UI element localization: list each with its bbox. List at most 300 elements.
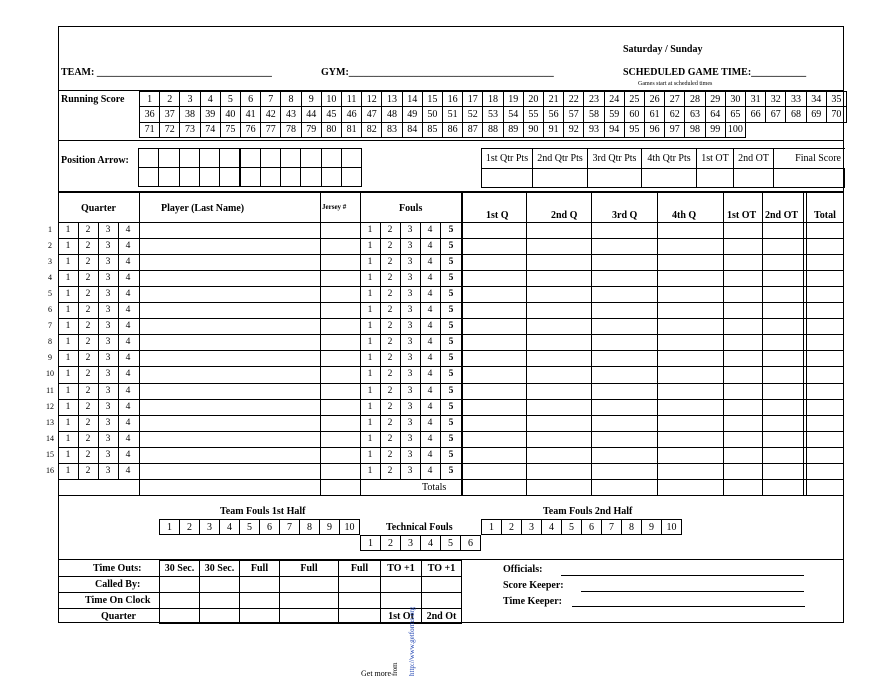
- foul-checkbox[interactable]: 1: [367, 433, 373, 444]
- foul-checkbox[interactable]: 3: [407, 401, 413, 412]
- timeout-cell[interactable]: [199, 592, 240, 609]
- running-score-cell[interactable]: 55: [523, 106, 544, 122]
- quarter-checkbox[interactable]: 4: [125, 225, 131, 235]
- running-score-cell[interactable]: 47: [361, 106, 382, 122]
- position-arrow-cell[interactable]: [300, 167, 321, 187]
- foul-checkbox[interactable]: 3: [407, 337, 413, 348]
- running-score-cell[interactable]: 96: [644, 122, 665, 138]
- overtime-label[interactable]: 1st Ot: [380, 608, 422, 624]
- position-arrow-cell[interactable]: [280, 148, 301, 168]
- technical-foul-box[interactable]: 5: [440, 535, 461, 551]
- timeout-cell[interactable]: [380, 576, 422, 593]
- position-arrow-cell[interactable]: [219, 167, 240, 187]
- running-score-cell[interactable]: 73: [179, 122, 200, 138]
- running-score-cell[interactable]: 100: [725, 122, 746, 138]
- foul-checkbox[interactable]: 4: [427, 385, 433, 396]
- technical-foul-box[interactable]: 2: [380, 535, 401, 551]
- timeout-cell[interactable]: [159, 592, 200, 609]
- foul-checkbox[interactable]: 4: [427, 337, 433, 348]
- running-score-cell[interactable]: 37: [159, 106, 180, 122]
- quarter-checkbox[interactable]: 4: [125, 289, 131, 300]
- quarter-checkbox[interactable]: 2: [85, 289, 91, 300]
- running-score-cell[interactable]: 83: [381, 122, 402, 138]
- running-score-cell[interactable]: 69: [806, 106, 827, 122]
- foul-checkbox[interactable]: 2: [387, 225, 393, 235]
- quarter-checkbox[interactable]: 1: [65, 369, 71, 380]
- foul-checkbox[interactable]: 3: [407, 225, 413, 235]
- foul-checkbox[interactable]: 4: [427, 433, 433, 444]
- foul-checkbox[interactable]: 2: [387, 433, 393, 444]
- timeout-cell[interactable]: [279, 608, 339, 624]
- foul-checkbox[interactable]: 5: [448, 465, 454, 476]
- quarter-checkbox[interactable]: 3: [105, 257, 111, 268]
- position-arrow-cell[interactable]: [158, 148, 179, 168]
- running-score-cell[interactable]: 54: [503, 106, 524, 122]
- quarter-checkbox[interactable]: 4: [125, 417, 131, 428]
- foul-checkbox[interactable]: 3: [407, 273, 413, 284]
- running-score-cell[interactable]: 30: [725, 91, 746, 107]
- quarter-checkbox[interactable]: 2: [85, 225, 91, 235]
- running-score-cell[interactable]: 32: [765, 91, 786, 107]
- timeout-cell[interactable]: [279, 592, 339, 609]
- timeout-cell[interactable]: [421, 592, 462, 609]
- running-score-cell[interactable]: 1: [139, 91, 160, 107]
- quarter-checkbox[interactable]: 1: [65, 305, 71, 316]
- quarter-checkbox[interactable]: 1: [65, 337, 71, 348]
- running-score-cell[interactable]: 78: [280, 122, 301, 138]
- team-foul-first-half-box[interactable]: 4: [219, 519, 240, 535]
- foul-checkbox[interactable]: 4: [427, 305, 433, 316]
- quarter-checkbox[interactable]: 4: [125, 465, 131, 476]
- quarter-checkbox[interactable]: 4: [125, 401, 131, 412]
- team-foul-second-half-box[interactable]: 6: [581, 519, 602, 535]
- team-foul-first-half-box[interactable]: 7: [279, 519, 300, 535]
- foul-checkbox[interactable]: 2: [387, 385, 393, 396]
- running-score-cell[interactable]: 17: [462, 91, 483, 107]
- foul-checkbox[interactable]: 4: [427, 225, 433, 235]
- quarter-checkbox[interactable]: 3: [105, 449, 111, 460]
- foul-checkbox[interactable]: 5: [448, 449, 454, 460]
- quarter-checkbox[interactable]: 3: [105, 385, 111, 396]
- foul-checkbox[interactable]: 1: [367, 337, 373, 348]
- quarter-checkbox[interactable]: 2: [85, 241, 91, 252]
- team-foul-first-half-box[interactable]: 3: [199, 519, 220, 535]
- foul-checkbox[interactable]: 1: [367, 273, 373, 284]
- foul-checkbox[interactable]: 5: [448, 289, 454, 300]
- running-score-cell[interactable]: 6: [240, 91, 261, 107]
- foul-checkbox[interactable]: 5: [448, 225, 454, 235]
- foul-checkbox[interactable]: 2: [387, 465, 393, 476]
- foul-checkbox[interactable]: 5: [448, 257, 454, 268]
- running-score-cell[interactable]: 91: [543, 122, 564, 138]
- running-score-cell[interactable]: 92: [563, 122, 584, 138]
- foul-checkbox[interactable]: 4: [427, 353, 433, 364]
- foul-checkbox[interactable]: 5: [448, 305, 454, 316]
- running-score-cell[interactable]: 44: [301, 106, 322, 122]
- running-score-cell[interactable]: 59: [604, 106, 625, 122]
- running-score-cell[interactable]: 36: [139, 106, 160, 122]
- running-score-cell[interactable]: 29: [705, 91, 726, 107]
- running-score-cell[interactable]: 4: [200, 91, 221, 107]
- quarter-checkbox[interactable]: 4: [125, 257, 131, 268]
- foul-checkbox[interactable]: 5: [448, 273, 454, 284]
- running-score-cell[interactable]: 24: [604, 91, 625, 107]
- position-arrow-cell[interactable]: [300, 148, 321, 168]
- position-arrow-cell[interactable]: [138, 167, 159, 187]
- running-score-cell[interactable]: 11: [341, 91, 362, 107]
- timeout-cell[interactable]: [421, 576, 462, 593]
- timeout-cell[interactable]: [159, 576, 200, 593]
- foul-checkbox[interactable]: 1: [367, 289, 373, 300]
- running-score-cell[interactable]: 50: [422, 106, 443, 122]
- running-score-cell[interactable]: 90: [523, 122, 544, 138]
- position-arrow-cell[interactable]: [219, 148, 240, 168]
- foul-checkbox[interactable]: 4: [427, 417, 433, 428]
- foul-checkbox[interactable]: 3: [407, 241, 413, 252]
- running-score-cell[interactable]: 39: [200, 106, 221, 122]
- timeout-cell[interactable]: [239, 608, 280, 624]
- running-score-cell[interactable]: 13: [381, 91, 402, 107]
- foul-checkbox[interactable]: 1: [367, 225, 373, 235]
- foul-checkbox[interactable]: 2: [387, 369, 393, 380]
- quarter-checkbox[interactable]: 1: [65, 225, 71, 235]
- running-score-cell[interactable]: 3: [179, 91, 200, 107]
- foul-checkbox[interactable]: 2: [387, 353, 393, 364]
- running-score-cell[interactable]: 81: [341, 122, 362, 138]
- quarter-points-value[interactable]: [532, 168, 588, 188]
- team-foul-second-half-box[interactable]: 10: [661, 519, 682, 535]
- quarter-checkbox[interactable]: 4: [125, 273, 131, 284]
- running-score-cell[interactable]: 20: [523, 91, 544, 107]
- foul-checkbox[interactable]: 3: [407, 353, 413, 364]
- quarter-points-value[interactable]: [587, 168, 642, 188]
- position-arrow-cell[interactable]: [199, 148, 220, 168]
- foul-checkbox[interactable]: 5: [448, 353, 454, 364]
- technical-foul-box[interactable]: 3: [400, 535, 421, 551]
- foul-checkbox[interactable]: 4: [427, 289, 433, 300]
- overtime-label[interactable]: 2nd Ot: [421, 608, 462, 624]
- technical-foul-box[interactable]: 1: [360, 535, 381, 551]
- quarter-checkbox[interactable]: 1: [65, 449, 71, 460]
- running-score-cell[interactable]: 86: [442, 122, 463, 138]
- running-score-cell[interactable]: 2: [159, 91, 180, 107]
- foul-checkbox[interactable]: 4: [427, 449, 433, 460]
- quarter-checkbox[interactable]: 3: [105, 401, 111, 412]
- quarter-checkbox[interactable]: 2: [85, 257, 91, 268]
- running-score-cell[interactable]: 64: [705, 106, 726, 122]
- quarter-checkbox[interactable]: 1: [65, 401, 71, 412]
- foul-checkbox[interactable]: 2: [387, 241, 393, 252]
- quarter-checkbox[interactable]: 3: [105, 433, 111, 444]
- foul-checkbox[interactable]: 1: [367, 385, 373, 396]
- position-arrow-cell[interactable]: [138, 148, 159, 168]
- running-score-cell[interactable]: 66: [745, 106, 766, 122]
- quarter-points-value[interactable]: [696, 168, 734, 188]
- foul-checkbox[interactable]: 5: [448, 417, 454, 428]
- team-foul-second-half-box[interactable]: 2: [501, 519, 522, 535]
- quarter-checkbox[interactable]: 2: [85, 465, 91, 476]
- quarter-checkbox[interactable]: 1: [65, 433, 71, 444]
- team-foul-second-half-box[interactable]: 4: [541, 519, 562, 535]
- running-score-cell[interactable]: 70: [826, 106, 847, 122]
- position-arrow-cell[interactable]: [240, 148, 261, 168]
- officials-line[interactable]: [561, 575, 804, 576]
- running-score-cell[interactable]: 51: [442, 106, 463, 122]
- foul-checkbox[interactable]: 2: [387, 257, 393, 268]
- running-score-cell[interactable]: 82: [361, 122, 382, 138]
- team-foul-first-half-box[interactable]: 1: [159, 519, 180, 535]
- running-score-cell[interactable]: 63: [684, 106, 705, 122]
- timeout-cell[interactable]: [338, 576, 381, 593]
- foul-checkbox[interactable]: 5: [448, 401, 454, 412]
- running-score-cell[interactable]: 38: [179, 106, 200, 122]
- position-arrow-cell[interactable]: [321, 148, 342, 168]
- foul-checkbox[interactable]: 3: [407, 305, 413, 316]
- foul-checkbox[interactable]: 1: [367, 257, 373, 268]
- foul-checkbox[interactable]: 4: [427, 401, 433, 412]
- foul-checkbox[interactable]: 3: [407, 369, 413, 380]
- running-score-cell[interactable]: 62: [664, 106, 685, 122]
- foul-checkbox[interactable]: 2: [387, 401, 393, 412]
- running-score-cell[interactable]: 26: [644, 91, 665, 107]
- quarter-checkbox[interactable]: 3: [105, 337, 111, 348]
- foul-checkbox[interactable]: 3: [407, 289, 413, 300]
- quarter-checkbox[interactable]: 3: [105, 273, 111, 284]
- running-score-cell[interactable]: 7: [260, 91, 281, 107]
- timeout-cell[interactable]: [239, 592, 280, 609]
- quarter-checkbox[interactable]: 3: [105, 289, 111, 300]
- quarter-points-value[interactable]: [773, 168, 845, 188]
- quarter-checkbox[interactable]: 4: [125, 241, 131, 252]
- running-score-cell[interactable]: 48: [381, 106, 402, 122]
- quarter-checkbox[interactable]: 1: [65, 257, 71, 268]
- quarter-checkbox[interactable]: 4: [125, 385, 131, 396]
- running-score-cell[interactable]: 85: [422, 122, 443, 138]
- foul-checkbox[interactable]: 1: [367, 369, 373, 380]
- running-score-cell[interactable]: 43: [280, 106, 301, 122]
- position-arrow-cell[interactable]: [260, 148, 281, 168]
- quarter-checkbox[interactable]: 1: [65, 465, 71, 476]
- quarter-checkbox[interactable]: 2: [85, 305, 91, 316]
- quarter-checkbox[interactable]: 1: [65, 385, 71, 396]
- running-score-cell[interactable]: 93: [583, 122, 604, 138]
- foul-checkbox[interactable]: 3: [407, 433, 413, 444]
- running-score-cell[interactable]: 99: [705, 122, 726, 138]
- position-arrow-cell[interactable]: [321, 167, 342, 187]
- position-arrow-cell[interactable]: [240, 167, 261, 187]
- foul-checkbox[interactable]: 4: [427, 241, 433, 252]
- foul-checkbox[interactable]: 1: [367, 449, 373, 460]
- foul-checkbox[interactable]: 1: [367, 401, 373, 412]
- running-score-cell[interactable]: 35: [826, 91, 847, 107]
- quarter-checkbox[interactable]: 1: [65, 273, 71, 284]
- team-foul-first-half-box[interactable]: 10: [339, 519, 360, 535]
- foul-checkbox[interactable]: 4: [427, 257, 433, 268]
- running-score-cell[interactable]: 60: [624, 106, 645, 122]
- team-foul-first-half-box[interactable]: 2: [179, 519, 200, 535]
- quarter-checkbox[interactable]: 2: [85, 337, 91, 348]
- foul-checkbox[interactable]: 3: [407, 385, 413, 396]
- running-score-cell[interactable]: 33: [785, 91, 806, 107]
- team-foul-second-half-box[interactable]: 8: [621, 519, 642, 535]
- quarter-checkbox[interactable]: 4: [125, 321, 131, 332]
- position-arrow-cell[interactable]: [341, 148, 362, 168]
- running-score-cell[interactable]: 34: [806, 91, 827, 107]
- quarter-checkbox[interactable]: 4: [125, 369, 131, 380]
- foul-checkbox[interactable]: 1: [367, 305, 373, 316]
- running-score-cell[interactable]: 79: [301, 122, 322, 138]
- quarter-checkbox[interactable]: 1: [65, 241, 71, 252]
- timeout-cell[interactable]: [338, 608, 381, 624]
- running-score-cell[interactable]: 15: [422, 91, 443, 107]
- running-score-cell[interactable]: 8: [280, 91, 301, 107]
- quarter-checkbox[interactable]: 1: [65, 417, 71, 428]
- team-foul-second-half-box[interactable]: 1: [481, 519, 502, 535]
- gym-field[interactable]: GYM:_________________________________________: [321, 67, 554, 78]
- foul-checkbox[interactable]: 2: [387, 337, 393, 348]
- foul-checkbox[interactable]: 4: [427, 369, 433, 380]
- team-foul-first-half-box[interactable]: 5: [239, 519, 260, 535]
- quarter-points-value[interactable]: [481, 168, 533, 188]
- timeout-cell[interactable]: [239, 576, 280, 593]
- team-foul-second-half-box[interactable]: 3: [521, 519, 542, 535]
- running-score-cell[interactable]: 22: [563, 91, 584, 107]
- foul-checkbox[interactable]: 4: [427, 273, 433, 284]
- quarter-checkbox[interactable]: 2: [85, 273, 91, 284]
- quarter-checkbox[interactable]: 2: [85, 321, 91, 332]
- running-score-cell[interactable]: 61: [644, 106, 665, 122]
- quarter-checkbox[interactable]: 2: [85, 449, 91, 460]
- quarter-checkbox[interactable]: 1: [65, 353, 71, 364]
- running-score-cell[interactable]: 31: [745, 91, 766, 107]
- running-score-cell[interactable]: 12: [361, 91, 382, 107]
- scheduled-time-field[interactable]: SCHEDULED GAME TIME:___________: [623, 67, 807, 78]
- running-score-cell[interactable]: 77: [260, 122, 281, 138]
- running-score-cell[interactable]: 84: [402, 122, 423, 138]
- team-foul-second-half-box[interactable]: 5: [561, 519, 582, 535]
- team-field[interactable]: TEAM: ___________________________________: [61, 67, 272, 78]
- quarter-checkbox[interactable]: 3: [105, 305, 111, 316]
- position-arrow-cell[interactable]: [179, 167, 200, 187]
- running-score-cell[interactable]: 25: [624, 91, 645, 107]
- running-score-cell[interactable]: 49: [402, 106, 423, 122]
- position-arrow-cell[interactable]: [260, 167, 281, 187]
- running-score-cell[interactable]: 57: [563, 106, 584, 122]
- foul-checkbox[interactable]: 2: [387, 321, 393, 332]
- foul-checkbox[interactable]: 3: [407, 417, 413, 428]
- running-score-cell[interactable]: 16: [442, 91, 463, 107]
- foul-checkbox[interactable]: 3: [407, 257, 413, 268]
- running-score-cell[interactable]: 5: [220, 91, 241, 107]
- team-foul-second-half-box[interactable]: 7: [601, 519, 622, 535]
- quarter-points-value[interactable]: [641, 168, 697, 188]
- footer-url-link[interactable]: http://www.getforms.org: [408, 606, 416, 676]
- running-score-cell[interactable]: 97: [664, 122, 685, 138]
- running-score-cell[interactable]: 72: [159, 122, 180, 138]
- running-score-cell[interactable]: 52: [462, 106, 483, 122]
- quarter-checkbox[interactable]: 3: [105, 321, 111, 332]
- running-score-cell[interactable]: 40: [220, 106, 241, 122]
- team-foul-first-half-box[interactable]: 9: [319, 519, 340, 535]
- timeout-cell[interactable]: [159, 608, 200, 624]
- running-score-cell[interactable]: 94: [604, 122, 625, 138]
- foul-checkbox[interactable]: 1: [367, 465, 373, 476]
- technical-foul-box[interactable]: 4: [420, 535, 441, 551]
- foul-checkbox[interactable]: 2: [387, 289, 393, 300]
- quarter-checkbox[interactable]: 3: [105, 241, 111, 252]
- running-score-cell[interactable]: 10: [321, 91, 342, 107]
- team-foul-first-half-box[interactable]: 8: [299, 519, 320, 535]
- position-arrow-cell[interactable]: [199, 167, 220, 187]
- quarter-checkbox[interactable]: 3: [105, 465, 111, 476]
- running-score-cell[interactable]: 68: [785, 106, 806, 122]
- quarter-checkbox[interactable]: 4: [125, 353, 131, 364]
- quarter-points-value[interactable]: [733, 168, 774, 188]
- foul-checkbox[interactable]: 1: [367, 321, 373, 332]
- foul-checkbox[interactable]: 3: [407, 465, 413, 476]
- quarter-checkbox[interactable]: 4: [125, 433, 131, 444]
- running-score-cell[interactable]: 87: [462, 122, 483, 138]
- time-keeper-line[interactable]: [572, 606, 805, 607]
- quarter-checkbox[interactable]: 2: [85, 417, 91, 428]
- foul-checkbox[interactable]: 4: [427, 321, 433, 332]
- running-score-cell[interactable]: 80: [321, 122, 342, 138]
- quarter-checkbox[interactable]: 4: [125, 449, 131, 460]
- foul-checkbox[interactable]: 2: [387, 417, 393, 428]
- running-score-cell[interactable]: 23: [583, 91, 604, 107]
- running-score-cell[interactable]: 76: [240, 122, 261, 138]
- timeout-cell[interactable]: [199, 608, 240, 624]
- position-arrow-cell[interactable]: [280, 167, 301, 187]
- running-score-cell[interactable]: 18: [482, 91, 503, 107]
- team-foul-second-half-box[interactable]: 9: [641, 519, 662, 535]
- running-score-cell[interactable]: 9: [301, 91, 322, 107]
- running-score-cell[interactable]: 27: [664, 91, 685, 107]
- foul-checkbox[interactable]: 3: [407, 321, 413, 332]
- quarter-checkbox[interactable]: 1: [65, 289, 71, 300]
- timeout-cell[interactable]: [199, 576, 240, 593]
- quarter-checkbox[interactable]: 2: [85, 353, 91, 364]
- running-score-cell[interactable]: 71: [139, 122, 160, 138]
- score-keeper-line[interactable]: [581, 591, 804, 592]
- quarter-checkbox[interactable]: 2: [85, 401, 91, 412]
- timeout-cell[interactable]: [279, 576, 339, 593]
- timeout-cell[interactable]: [338, 592, 381, 609]
- foul-checkbox[interactable]: 4: [427, 465, 433, 476]
- quarter-checkbox[interactable]: 4: [125, 337, 131, 348]
- foul-checkbox[interactable]: 2: [387, 305, 393, 316]
- running-score-cell[interactable]: 53: [482, 106, 503, 122]
- foul-checkbox[interactable]: 5: [448, 385, 454, 396]
- quarter-checkbox[interactable]: 2: [85, 369, 91, 380]
- running-score-cell[interactable]: 75: [220, 122, 241, 138]
- foul-checkbox[interactable]: 5: [448, 321, 454, 332]
- running-score-cell[interactable]: 42: [260, 106, 281, 122]
- quarter-checkbox[interactable]: 2: [85, 385, 91, 396]
- foul-checkbox[interactable]: 5: [448, 241, 454, 252]
- technical-foul-box[interactable]: 6: [460, 535, 481, 551]
- quarter-checkbox[interactable]: 2: [85, 433, 91, 444]
- foul-checkbox[interactable]: 2: [387, 273, 393, 284]
- running-score-cell[interactable]: 88: [482, 122, 503, 138]
- running-score-cell[interactable]: 67: [765, 106, 786, 122]
- foul-checkbox[interactable]: 3: [407, 449, 413, 460]
- running-score-cell[interactable]: 58: [583, 106, 604, 122]
- running-score-cell[interactable]: 65: [725, 106, 746, 122]
- foul-checkbox[interactable]: 5: [448, 369, 454, 380]
- foul-checkbox[interactable]: 1: [367, 241, 373, 252]
- foul-checkbox[interactable]: 1: [367, 417, 373, 428]
